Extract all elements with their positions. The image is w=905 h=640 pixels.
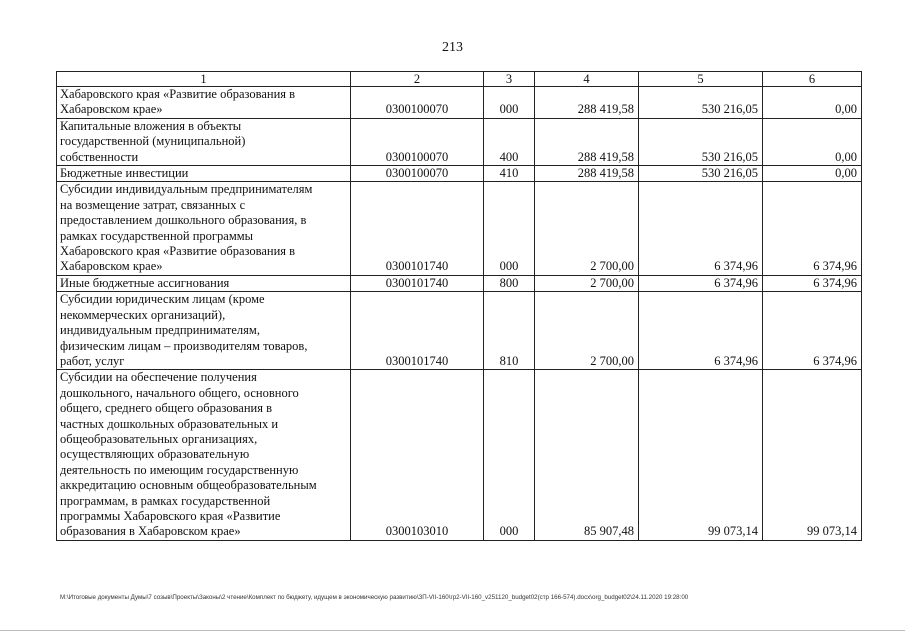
amount-col-6: 0,00	[763, 118, 862, 165]
row-description: Иные бюджетные ассигнования	[57, 275, 351, 291]
expense-type-code: 000	[484, 370, 535, 540]
column-header: 4	[535, 72, 639, 87]
row-description: Бюджетные инвестиции	[57, 166, 351, 182]
row-description: Капитальные вложения в объекты государственной (муниципальной) собственности	[57, 118, 351, 165]
amount-col-6: 6 374,96	[763, 292, 862, 370]
row-description: Хабаровского края «Развитие образования в Хабаровском крае»	[57, 87, 351, 119]
expense-type-code: 810	[484, 292, 535, 370]
expense-type-code: 000	[484, 87, 535, 119]
table-row	[57, 118, 862, 165]
amount-col-5: 530 216,05	[639, 118, 763, 165]
amount-col-4: 2 700,00	[535, 182, 639, 275]
page-number: 213	[442, 40, 463, 55]
budget-table	[56, 71, 862, 541]
row-description: Субсидии юридическим лицам (кроме некоммерческих организаций), индивидуальным предпринимателям, физическим лицам – производителям товаров, работ, услуг	[57, 292, 351, 370]
amount-col-6: 0,00	[763, 166, 862, 182]
amount-col-4: 2 700,00	[535, 275, 639, 291]
target-article-code: 0300100070	[351, 166, 484, 182]
expense-type-code: 400	[484, 118, 535, 165]
expense-type-code: 800	[484, 275, 535, 291]
target-article-code: 0300101740	[351, 182, 484, 275]
target-article-code: 0300100070	[351, 87, 484, 119]
amount-col-4: 2 700,00	[535, 292, 639, 370]
document-file-path: M:\Итоговые документы Думы\7 созыв\Проекты\Законы\2 чтение\Комплект по бюджету, идущем в экономическую развитию\ЗП-VII-160\гр2-VII-160_v251120_budget02(стр 166-574).docx\org_budget02\24.11.2020 19:28:00	[60, 594, 689, 601]
amount-col-6: 0,00	[763, 87, 862, 119]
amount-col-4: 85 907,48	[535, 370, 639, 540]
amount-col-5: 6 374,96	[639, 275, 763, 291]
target-article-code: 0300101740	[351, 292, 484, 370]
column-header: 2	[351, 72, 484, 87]
amount-col-4: 288 419,58	[535, 87, 639, 119]
amount-col-6: 6 374,96	[763, 275, 862, 291]
column-header: 6	[763, 72, 862, 87]
table-row	[57, 166, 862, 182]
target-article-code: 0300101740	[351, 275, 484, 291]
table-row	[57, 292, 862, 370]
table-row	[57, 87, 862, 119]
amount-col-5: 99 073,14	[639, 370, 763, 540]
table-header-row	[57, 72, 862, 87]
amount-col-5: 6 374,96	[639, 292, 763, 370]
column-header: 3	[484, 72, 535, 87]
amount-col-5: 530 216,05	[639, 166, 763, 182]
amount-col-6: 6 374,96	[763, 182, 862, 275]
expense-type-code: 410	[484, 166, 535, 182]
table-row	[57, 182, 862, 275]
table-row	[57, 370, 862, 540]
row-description: Субсидии индивидуальным предпринимателям на возмещение затрат, связанных с предоставлением дошкольного образования, в рамках государственной программы Хабаровского края «Развитие образования в Хабаровском крае»	[57, 182, 351, 275]
amount-col-4: 288 419,58	[535, 118, 639, 165]
target-article-code: 0300100070	[351, 118, 484, 165]
expense-type-code: 000	[484, 182, 535, 275]
column-header: 1	[57, 72, 351, 87]
table-row	[57, 275, 862, 291]
column-header: 5	[639, 72, 763, 87]
target-article-code: 0300103010	[351, 370, 484, 540]
amount-col-5: 530 216,05	[639, 87, 763, 119]
page-edge-divider	[0, 630, 905, 631]
amount-col-4: 288 419,58	[535, 166, 639, 182]
amount-col-5: 6 374,96	[639, 182, 763, 275]
amount-col-6: 99 073,14	[763, 370, 862, 540]
row-description: Субсидии на обеспечение получения дошкольного, начального общего, основного общего, среднего общего образования в частных дошкольных образовательных и общеобразовательных организациях, осуществляющих образовательную деятельность по имеющим государственную аккредитацию основным общеобразовательным программам, в рамках государственной программы Хабаровского края «Развитие образования в Хабаровском крае»	[57, 370, 351, 540]
